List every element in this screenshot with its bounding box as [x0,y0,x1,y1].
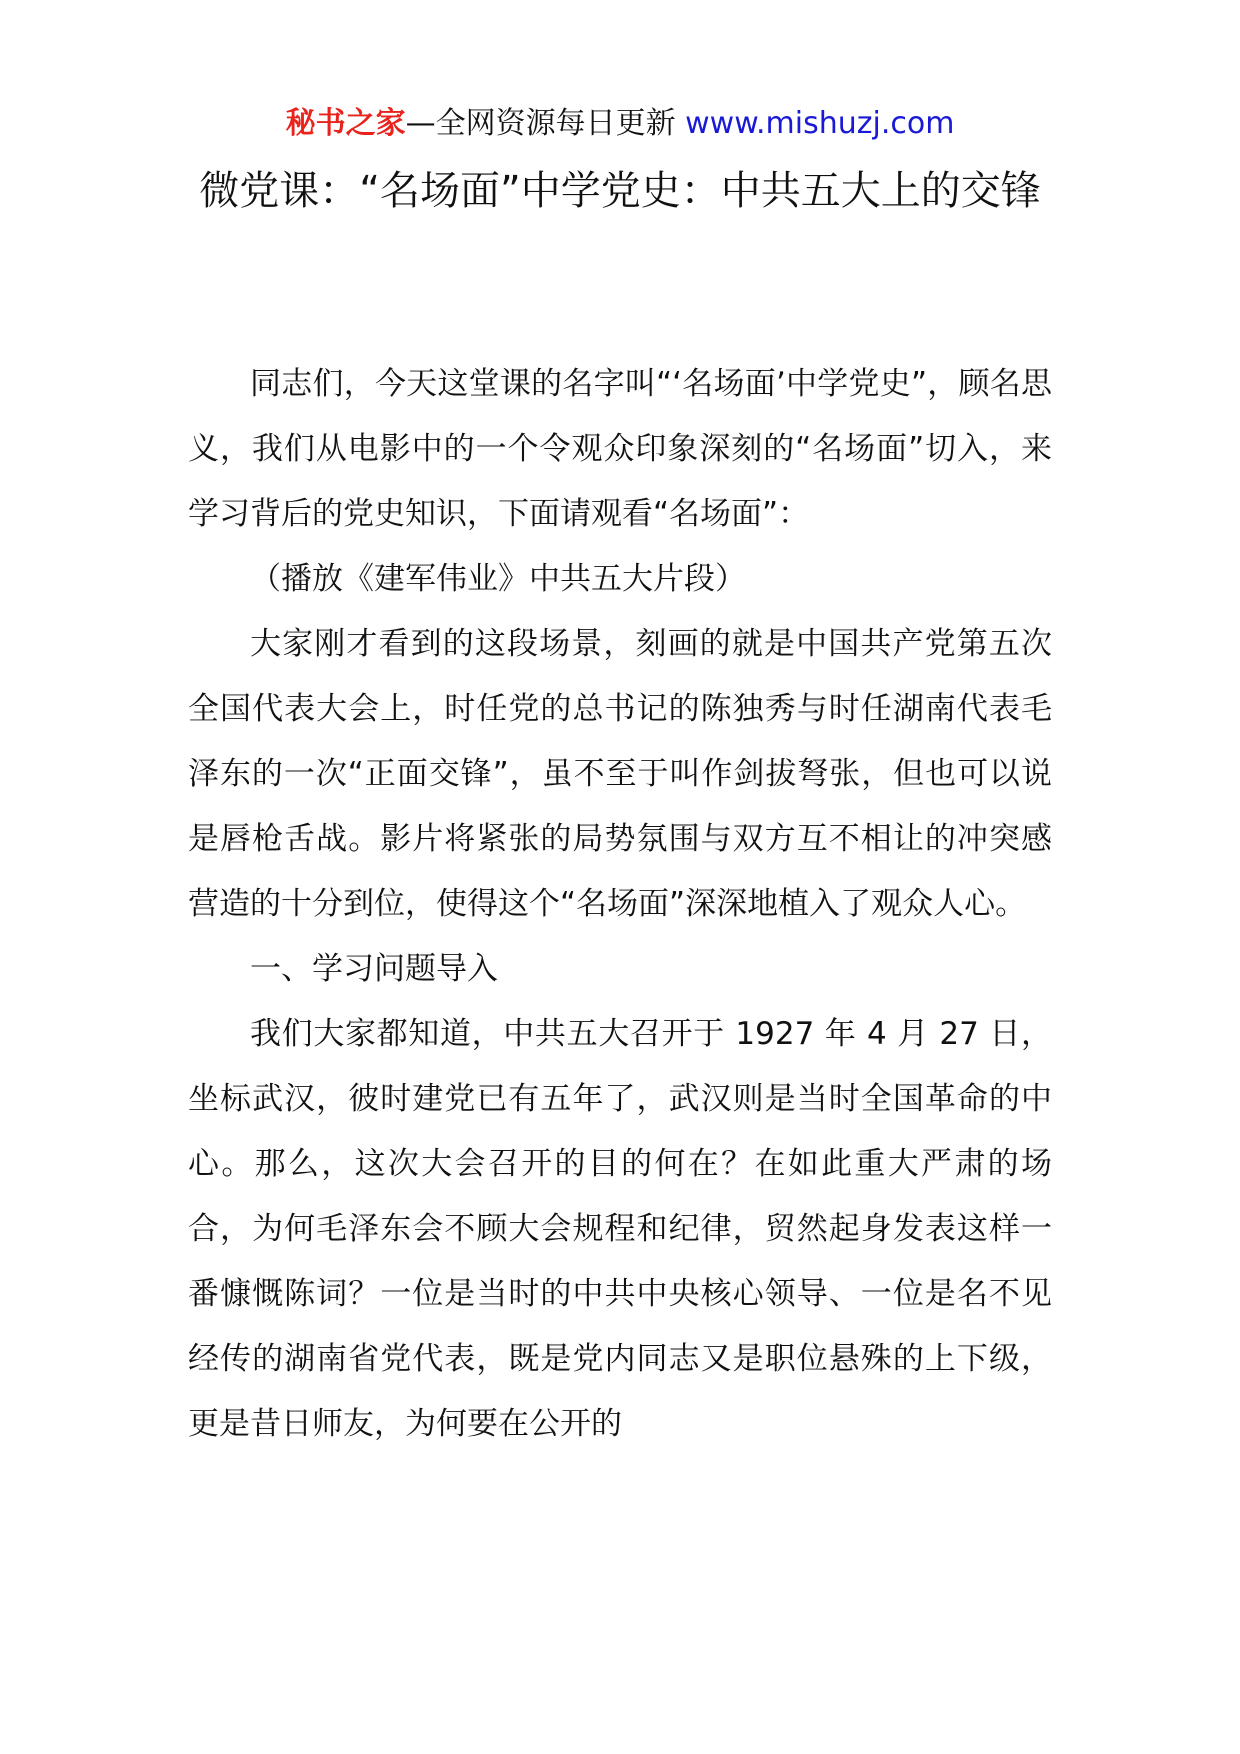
document-body [188,352,1052,1457]
site-brand: 秘书之家 [285,106,406,141]
site-tagline: —全网资源每日更新 [405,106,686,141]
site-header [0,100,1240,148]
paragraph-playback-note: （播放《建军伟业》中共五大片段） [250,561,746,597]
site-url-link[interactable]: www.mishuzj.com [685,106,955,141]
paragraph-scene-description: 大家刚才看到的这段场景，刻画的就是中国共产党第五次全国代表大会上，时任党的总书记的陈独秀与时任湖南代表毛泽东的一次“正面交锋”，虽不至于叫作剑拔弩张，但也可以说是唇枪舌战。影片将紧张的局势氛围与双方互不相让的冲突感营造的十分到位，使得这个“名场面”深深地植入了观众人心。 [188,626,1052,922]
paragraph-intro: 同志们，今天这堂课的名字叫“‘名场面’中学党史”，顾名思义，我们从电影中的一个令观众印象深刻的“名场面”切入，来学习背后的党史知识，下面请观看“名场面”： [188,366,1052,532]
section-heading: 一、学习问题导入 [250,951,498,987]
document-title: 微党课：“名场面”中学党史：中共五大上的交锋 [199,168,1041,214]
paragraph-questions: 我们大家都知道，中共五大召开于 1927 年 4 月 27 日，坐标武汉，彼时建党已有五年了，武汉则是当时全国革命的中心。那么，这次大会召开的目的何在？在如此重大严肃的场合，为何毛泽东会不顾大会规程和纪律，贸然起身发表这样一番慷慨陈词？一位是当时的中共中央核心领导、一位是名不见经传的湖南省党代表，既是党内同志又是职位悬殊的上下级，更是昔日师友，为何要在公开的 [188,1016,1052,1442]
